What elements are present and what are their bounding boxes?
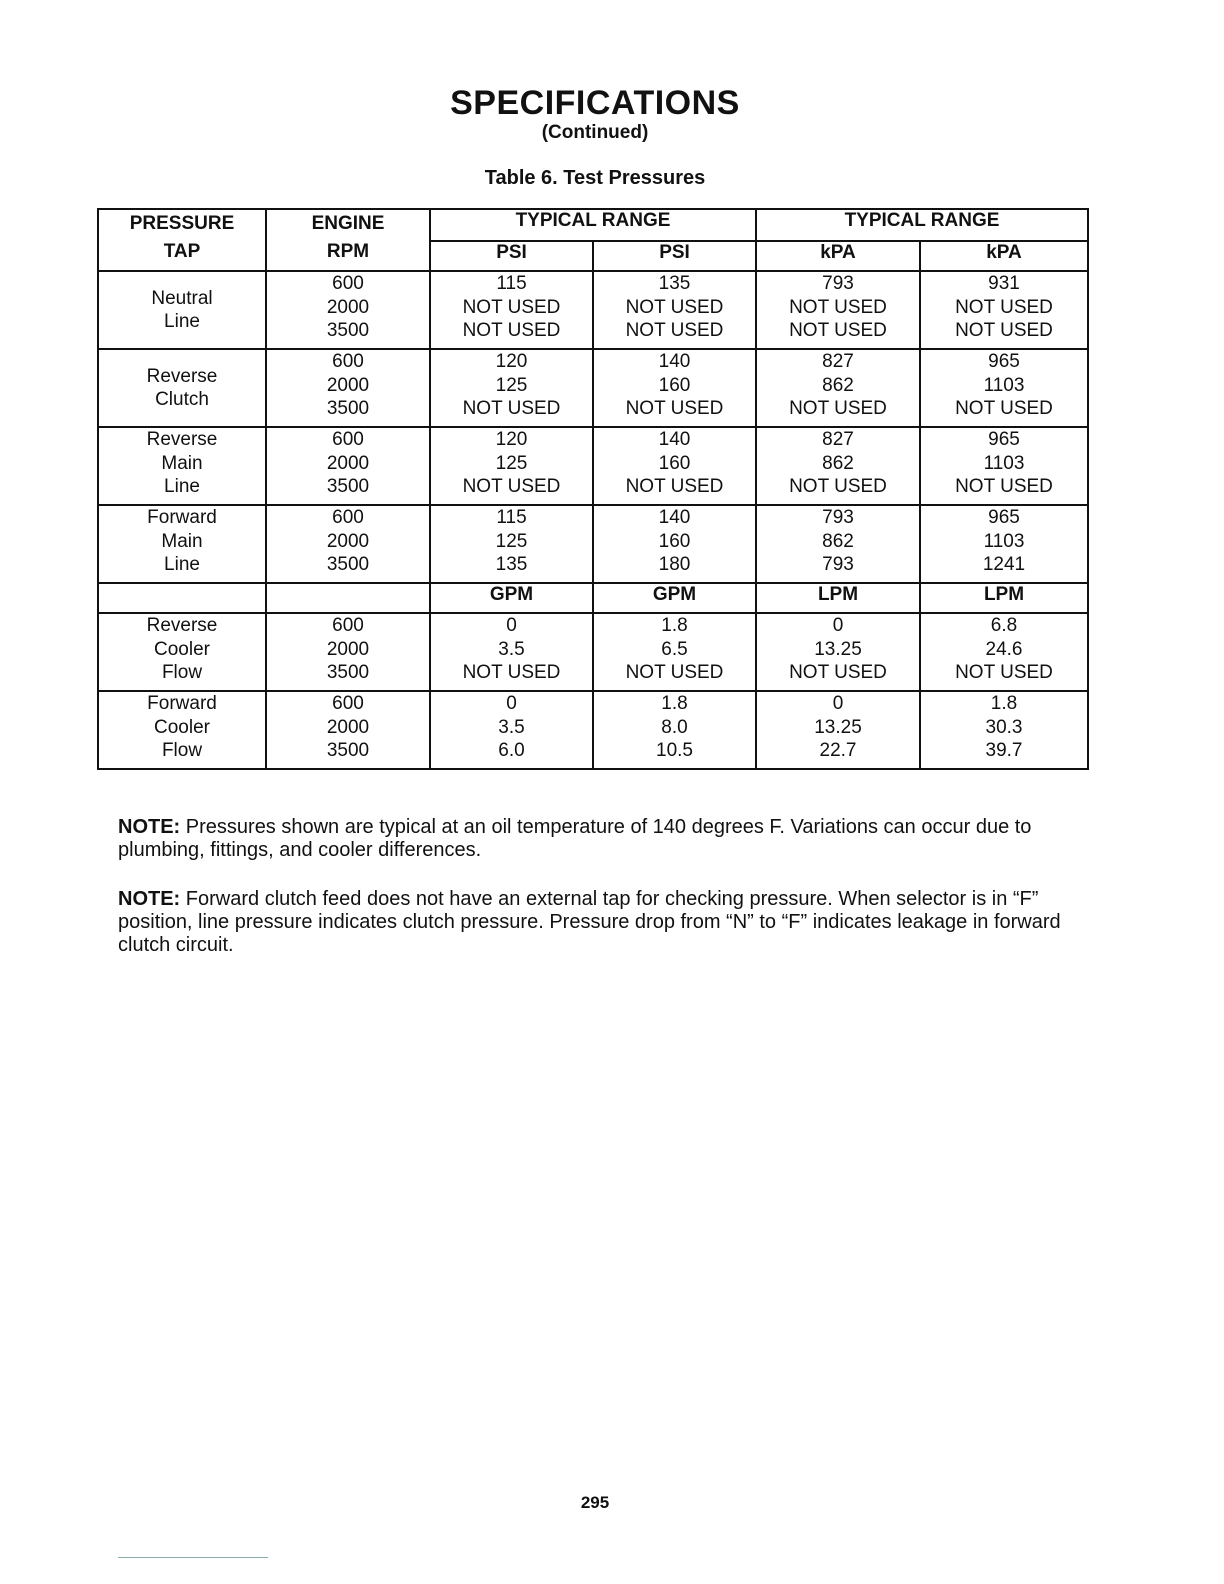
flow-units-row <box>98 583 1088 613</box>
cell-tap <box>98 505 266 583</box>
cell-value: 965 <box>988 507 1020 528</box>
cell-value: 3500 <box>326 320 370 341</box>
cell-value: 3500 <box>326 662 370 683</box>
cell-value: 931 <box>988 273 1020 294</box>
cell-value: Main <box>161 530 203 552</box>
table-row <box>98 427 1088 505</box>
table-row <box>98 349 1088 427</box>
note-text: Forward clutch feed does not have an external tap for checking pressure. When selector is in “F” position, line pressure indicates clutch pressure. Pressure drop from “N” to “F” indicates leakage in forward clutch circuit. <box>118 888 1061 956</box>
note-label: NOTE: <box>118 816 181 838</box>
cell-value: 0 <box>506 693 517 714</box>
cell-value: 600 <box>332 507 364 528</box>
cell-psi-high <box>593 271 756 349</box>
note-text: Pressures shown are typical at an oil temperature of 140 degrees F. Variations can occur due to plumbing, fittings, and cooler differences. <box>118 816 1032 861</box>
page-subtitle: (Continued) <box>541 122 649 143</box>
cell-value: 827 <box>822 429 854 450</box>
cell-value: 3500 <box>326 476 370 497</box>
cell-rpm <box>266 271 430 349</box>
cell-value: 965 <box>988 351 1020 372</box>
cell-value: 1241 <box>982 554 1026 575</box>
cell-value: 0 <box>832 693 844 714</box>
cell-kpa-high <box>920 505 1088 583</box>
note-forward-clutch <box>118 888 1088 957</box>
cell-rpm <box>266 691 430 769</box>
cell-value: 6.5 <box>661 638 688 660</box>
cell-value: NOT USED <box>462 476 561 497</box>
cell-value: 2000 <box>326 530 370 552</box>
cell-kpa-low <box>756 427 920 505</box>
cell-psi-high <box>593 427 756 505</box>
cell-value: 22.7 <box>819 740 857 761</box>
cell-psi-low <box>430 505 593 583</box>
cell-psi-low <box>430 271 593 349</box>
cell-psi-high <box>593 505 756 583</box>
cell-value: 1103 <box>983 452 1025 474</box>
cell-value: NOT USED <box>462 398 561 419</box>
cell-value: 1103 <box>983 530 1025 552</box>
table-row <box>98 505 1088 583</box>
cell-psi-low <box>430 349 593 427</box>
cell-value: 125 <box>495 374 528 396</box>
cell-value: Neutral <box>151 287 213 309</box>
cell-lpm-low <box>756 691 920 769</box>
header-typical-range-kpa: TYPICAL RANGE <box>756 209 1088 241</box>
cell-value: NOT USED <box>625 296 724 318</box>
cell-value: 135 <box>658 273 691 294</box>
cell-value: 120 <box>495 351 528 372</box>
cell-value: 600 <box>332 693 364 714</box>
cell-value: 6.0 <box>498 740 525 761</box>
header-engine-rpm: ENGINE RPM <box>266 209 430 271</box>
cell-value: 3.5 <box>498 638 525 660</box>
cell-value: Cooler <box>154 638 210 660</box>
unit-gpm-low: GPM <box>430 583 593 613</box>
empty-cell <box>266 583 430 613</box>
cell-value: NOT USED <box>462 662 561 683</box>
cell-value: 600 <box>332 615 364 636</box>
cell-value: 10.5 <box>656 740 693 761</box>
cell-value: Line <box>164 476 200 497</box>
table-row <box>98 271 1088 349</box>
cell-value: 6.8 <box>990 615 1018 636</box>
cell-value: NOT USED <box>462 296 561 318</box>
header-typical-range-psi: TYPICAL RANGE <box>430 209 756 241</box>
flow-units-row-group <box>98 583 1088 613</box>
cell-gpm-low <box>430 691 593 769</box>
cell-value: 965 <box>988 429 1020 450</box>
cell-gpm-low <box>430 613 593 691</box>
cell-rpm <box>266 613 430 691</box>
cell-value: 862 <box>822 530 854 552</box>
cell-rpm <box>266 505 430 583</box>
cell-kpa-low <box>756 505 920 583</box>
cell-value: 125 <box>495 530 528 552</box>
cell-value: 793 <box>822 554 854 575</box>
cell-value: NOT USED <box>789 320 887 341</box>
cell-value: 1.8 <box>661 615 688 636</box>
cell-value: NOT USED <box>955 398 1053 419</box>
page-number: 295 <box>580 1493 610 1512</box>
unit-gpm-high: GPM <box>593 583 756 613</box>
cell-value: 13.25 <box>814 638 862 660</box>
cell-value: 160 <box>658 530 691 552</box>
cell-tap <box>98 349 266 427</box>
cell-value: 1.8 <box>661 693 688 714</box>
cell-value: NOT USED <box>955 296 1053 318</box>
cell-value: Reverse <box>146 429 218 450</box>
cell-value: NOT USED <box>955 662 1053 683</box>
cell-value: 0 <box>506 615 517 636</box>
cell-value: 3.5 <box>498 716 525 738</box>
cell-value: 2000 <box>326 296 370 318</box>
cell-value: NOT USED <box>625 320 724 341</box>
cell-value: 2000 <box>326 374 370 396</box>
cell-value: 160 <box>658 452 691 474</box>
cell-value: 24.6 <box>985 638 1023 660</box>
cell-value: Flow <box>161 740 203 761</box>
table-caption: Table 6. Test Pressures <box>484 167 706 189</box>
cell-value: 120 <box>495 429 528 450</box>
cell-value: 30.3 <box>985 716 1023 738</box>
cell-value: 862 <box>822 374 854 396</box>
header-psi-low: PSI <box>430 241 593 271</box>
cell-value: 115 <box>496 507 527 528</box>
cell-value: 793 <box>822 273 854 294</box>
cell-value: 135 <box>495 554 528 575</box>
note-oil-temperature <box>118 816 1088 862</box>
cell-value: NOT USED <box>625 476 724 497</box>
page-title: SPECIFICATIONS <box>450 84 740 122</box>
cell-value: 2000 <box>326 452 370 474</box>
cell-tap <box>98 691 266 769</box>
cell-value: 827 <box>822 351 854 372</box>
cell-value: Line <box>164 311 200 332</box>
cell-value: Flow <box>161 662 203 683</box>
cell-kpa-high <box>920 271 1088 349</box>
cell-value: Cooler <box>154 716 210 738</box>
cell-rpm <box>266 349 430 427</box>
cell-value: NOT USED <box>789 662 887 683</box>
cell-value: NOT USED <box>789 476 887 497</box>
cell-value: 1.8 <box>990 693 1018 714</box>
cell-value: 13.25 <box>814 716 862 738</box>
cell-tap <box>98 271 266 349</box>
cell-tap <box>98 427 266 505</box>
cell-kpa-low <box>756 271 920 349</box>
table-row <box>98 691 1088 769</box>
cell-value: NOT USED <box>789 398 887 419</box>
cell-value: NOT USED <box>955 476 1053 497</box>
cell-value: 2000 <box>326 716 370 738</box>
cell-value: 180 <box>658 554 691 575</box>
cell-value: 125 <box>495 452 528 474</box>
cell-lpm-low <box>756 613 920 691</box>
cell-value: 140 <box>658 507 691 528</box>
cell-lpm-high <box>920 691 1088 769</box>
test-pressures-table <box>97 208 1089 770</box>
cell-tap <box>98 613 266 691</box>
cell-value: 600 <box>332 429 364 450</box>
cell-value: NOT USED <box>625 398 724 419</box>
scan-artifact-line <box>118 1557 268 1558</box>
header-pressure-tap: PRESSURE TAP <box>98 209 266 271</box>
cell-value: NOT USED <box>462 320 561 341</box>
cell-value: 115 <box>496 273 527 294</box>
cell-value: 3500 <box>326 554 370 575</box>
cell-value: 600 <box>332 351 364 372</box>
cell-kpa-high <box>920 349 1088 427</box>
unit-lpm-low: LPM <box>756 583 920 613</box>
flow-rows <box>98 613 1088 769</box>
cell-value: 3500 <box>326 398 370 419</box>
cell-psi-low <box>430 427 593 505</box>
cell-value: 140 <box>658 429 691 450</box>
unit-lpm-high: LPM <box>920 583 1088 613</box>
cell-value: 0 <box>832 615 844 636</box>
cell-psi-high <box>593 349 756 427</box>
cell-gpm-high <box>593 613 756 691</box>
cell-value: 8.0 <box>661 716 688 738</box>
cell-value: 862 <box>822 452 854 474</box>
cell-value: Main <box>161 452 203 474</box>
cell-value: 1103 <box>983 374 1025 396</box>
cell-value: Line <box>164 554 200 575</box>
empty-cell <box>98 583 266 613</box>
header-kpa-low: kPA <box>756 241 920 271</box>
cell-value: 3500 <box>326 740 370 761</box>
cell-value: Forward <box>147 507 217 528</box>
cell-value: 160 <box>658 374 691 396</box>
table-row <box>98 613 1088 691</box>
pressure-rows <box>98 271 1088 583</box>
note-label: NOTE: <box>118 888 181 910</box>
cell-gpm-high <box>593 691 756 769</box>
cell-lpm-high <box>920 613 1088 691</box>
cell-value: Forward <box>147 693 217 714</box>
cell-value: Reverse <box>146 365 218 387</box>
cell-value: 793 <box>822 507 854 528</box>
cell-kpa-high <box>920 427 1088 505</box>
cell-value: 39.7 <box>985 740 1023 761</box>
header-kpa-high: kPA <box>920 241 1088 271</box>
cell-value: 140 <box>658 351 691 372</box>
cell-value: 2000 <box>326 638 370 660</box>
cell-value: Clutch <box>155 389 209 410</box>
cell-kpa-low <box>756 349 920 427</box>
cell-value: NOT USED <box>955 320 1053 341</box>
header-psi-high: PSI <box>593 241 756 271</box>
cell-value: Reverse <box>146 615 218 636</box>
cell-value: NOT USED <box>789 296 887 318</box>
cell-rpm <box>266 427 430 505</box>
cell-value: NOT USED <box>625 662 724 683</box>
cell-value: 600 <box>332 273 364 294</box>
